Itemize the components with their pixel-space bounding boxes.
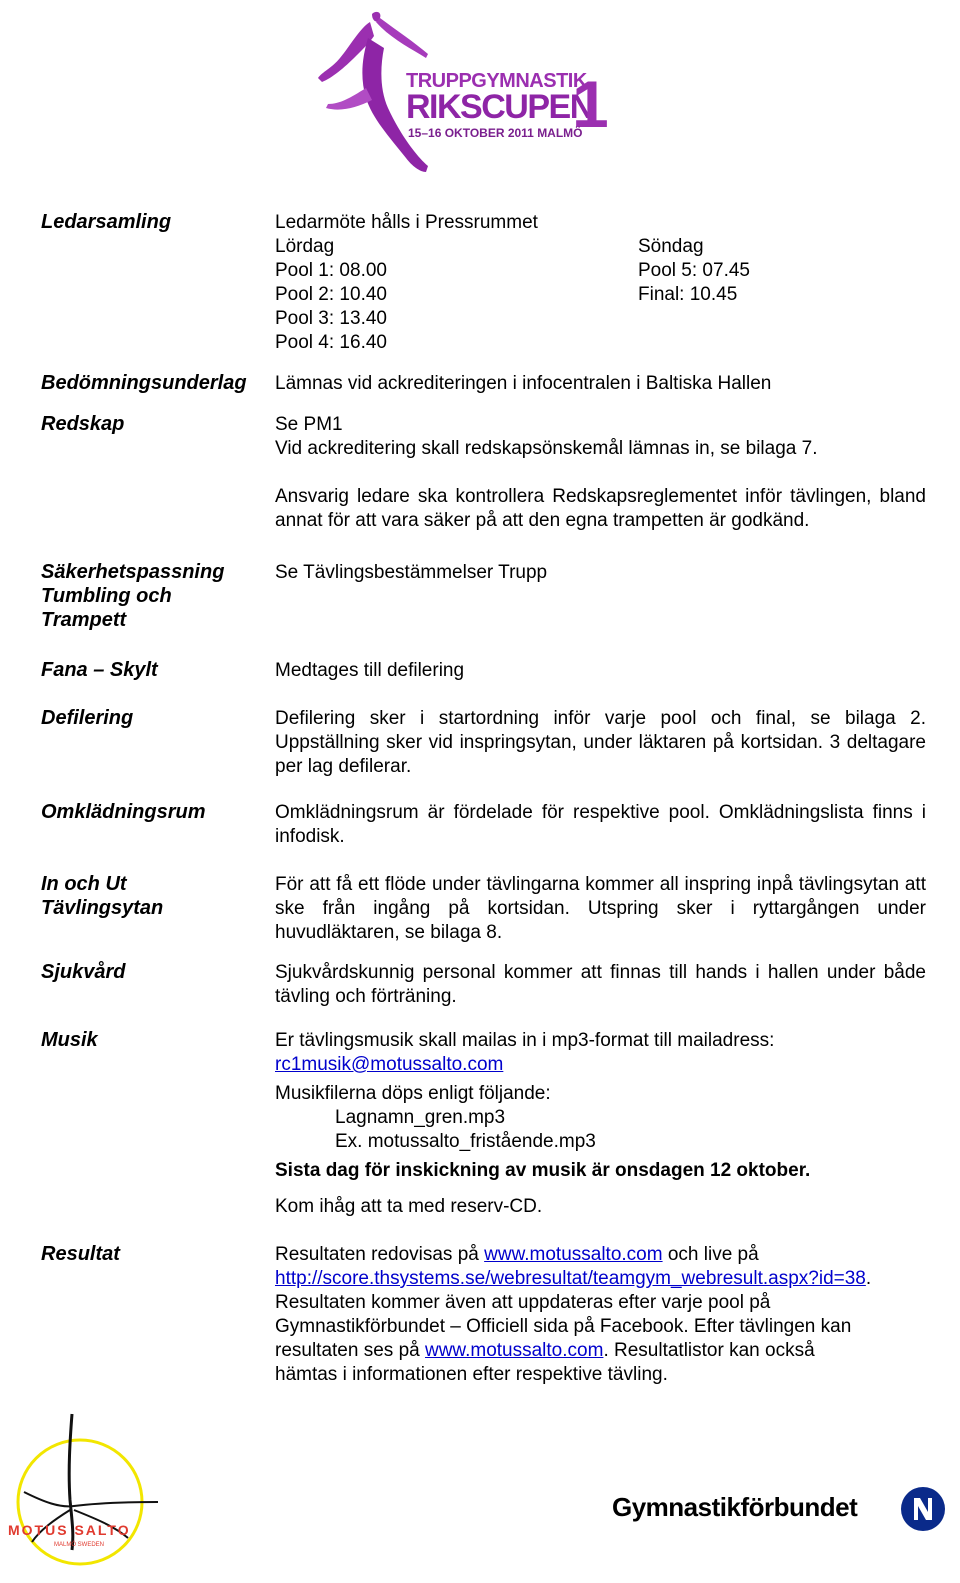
ledarsamling-day2: Söndag [638, 236, 704, 257]
motus-salto-logo [4, 1410, 164, 1578]
defilering-text: Defilering sker i startordning inför varje pool och final, se bilaga 2. Uppställning sker vid inspringsytan, under läktaren på kortsidan. 3 deltagare per lag defilerar. [275, 708, 926, 777]
label-fana-skylt: Fana – Skylt [41, 659, 158, 681]
musik-line1: Er tävlingsmusik skall mailas in i mp3-format till mailadress: [275, 1030, 775, 1051]
musik-email-link[interactable]: rc1musik@motussalto.com [275, 1054, 504, 1075]
inout-text: För att få ett flöde under tävlingarna kommer all inspring inpå tävlingsytan att ske från ingång på kortsidan. Utspring sker i ryttargången under huvudläktaren, se bilaga 8. [275, 874, 926, 943]
label-sjukvard: Sjukvård [41, 961, 126, 983]
sakerhet-text: Se Tävlingsbestämmelser Trupp [275, 562, 548, 583]
resultat-t3: . [865, 1268, 872, 1289]
motussalto-link[interactable]: www.motussalto.com [484, 1244, 663, 1265]
ledarsamling-day1-item: Pool 2: 10.40 [275, 284, 387, 305]
rikscupen-logo [310, 8, 610, 176]
ledarsamling-intro: Ledarmöte hålls i Pressrummet [275, 212, 538, 233]
omkladning-text: Omklädningsrum är fördelade för respektive pool. Omklädningslista finns i infodisk. [275, 802, 926, 847]
resultat-line: Gymnastikförbundet – Officiell sida på Facebook. Efter tävlingen kan [275, 1316, 852, 1337]
label-omkladningsrum: Omklädningsrum [41, 801, 206, 823]
resultat-t6: resultaten ses på [275, 1340, 425, 1361]
musik-reserve: Kom ihåg att ta med reserv-CD. [275, 1196, 543, 1217]
ledarsamling-day1-item: Pool 1: 08.00 [275, 260, 387, 281]
label-line: Trampett [41, 609, 127, 631]
ledarsamling-day1-item: Pool 3: 13.40 [275, 308, 387, 329]
resultat-text [275, 1243, 871, 1387]
motus-salto-text: MOTUS SALTO [8, 1522, 131, 1538]
logo-line1: TRUPPGYMNASTIK [406, 70, 587, 92]
label-in-och-ut [41, 872, 163, 920]
ledarsamling-day2-item: Final: 10.45 [638, 284, 738, 305]
ledarsamling-day2-item: Pool 5: 07.45 [638, 260, 750, 281]
ledarsamling-day1: Lördag [275, 236, 335, 257]
label-sakerhetspassning [41, 560, 224, 632]
gymnastikforbundet-logo [612, 1486, 952, 1536]
resultat-t2: och live på [662, 1244, 759, 1265]
label-line: In och Ut [41, 873, 127, 895]
gymnastikforbundet-text: Gymnastikförbundet [612, 1492, 858, 1522]
musik-naming-format: Lagnamn_gren.mp3 [335, 1107, 506, 1128]
resultat-line [275, 1267, 871, 1291]
redskap-line1: Se PM1 [275, 414, 343, 435]
resultat-t1: Resultaten redovisas på [275, 1244, 485, 1265]
musik-deadline: Sista dag för inskickning av musik är onsdagen 12 oktober. [275, 1160, 811, 1181]
bedomning-text: Lämnas vid ackrediteringen i infocentralen i Baltiska Hallen [275, 373, 772, 394]
resultat-t7: . Resultatlistor kan också [603, 1340, 815, 1361]
resultat-line [275, 1339, 871, 1363]
label-line: Tävlingsytan [41, 897, 164, 919]
fana-text: Medtages till defilering [275, 660, 465, 681]
resultat-line [275, 1243, 871, 1267]
resultat-line: hämtas i informationen efter respektive tävling. [275, 1364, 668, 1385]
redskap-line2: Vid ackreditering skall redskapsönskemål lämnas in, se bilaga 7. [275, 438, 818, 459]
label-bedomningsunderlag: Bedömningsunderlag [41, 372, 247, 394]
resultat-line: Resultaten kommer även att uppdateras efter varje pool på [275, 1292, 771, 1313]
motus-salto-sub: MALMÖ SWEDEN [54, 1542, 105, 1548]
score-results-link[interactable]: http://score.thsystems.se/webresultat/teamgym_webresult.aspx?id=38 [275, 1268, 866, 1289]
redskap-paragraph: Ansvarig ledare ska kontrollera Redskapsreglementet inför tävlingen, bland annat för att vara säker på att den egna trampetten är godkänd. [275, 486, 926, 531]
motussalto-link[interactable]: www.motussalto.com [424, 1340, 604, 1361]
label-defilering: Defilering [41, 707, 134, 729]
label-redskap: Redskap [41, 413, 125, 435]
ledarsamling-day1-item: Pool 4: 16.40 [275, 332, 387, 353]
sjukvard-text: Sjukvårdskunnig personal kommer att finnas till hands i hallen under både tävling och förträning. [275, 962, 926, 1007]
label-resultat: Resultat [41, 1243, 120, 1265]
logo-number: 1 [572, 67, 609, 141]
logo-line2: RIKSCUPEN [406, 88, 593, 126]
label-ledarsamling: Ledarsamling [41, 211, 172, 233]
motus-salto-emblem-icon [4, 1410, 164, 1578]
logo-line3: 15–16 OKTOBER 2011 MALMÖ [408, 126, 583, 140]
label-musik: Musik [41, 1029, 98, 1051]
label-line: Säkerhetspassning [41, 561, 225, 583]
label-line: Tumbling och [41, 585, 172, 607]
gymnastikforbundet-emblem-icon [900, 1486, 946, 1532]
musik-naming-intro: Musikfilerna döps enligt följande: [275, 1083, 551, 1104]
musik-naming-example: Ex. motussalto_fristående.mp3 [335, 1131, 596, 1152]
